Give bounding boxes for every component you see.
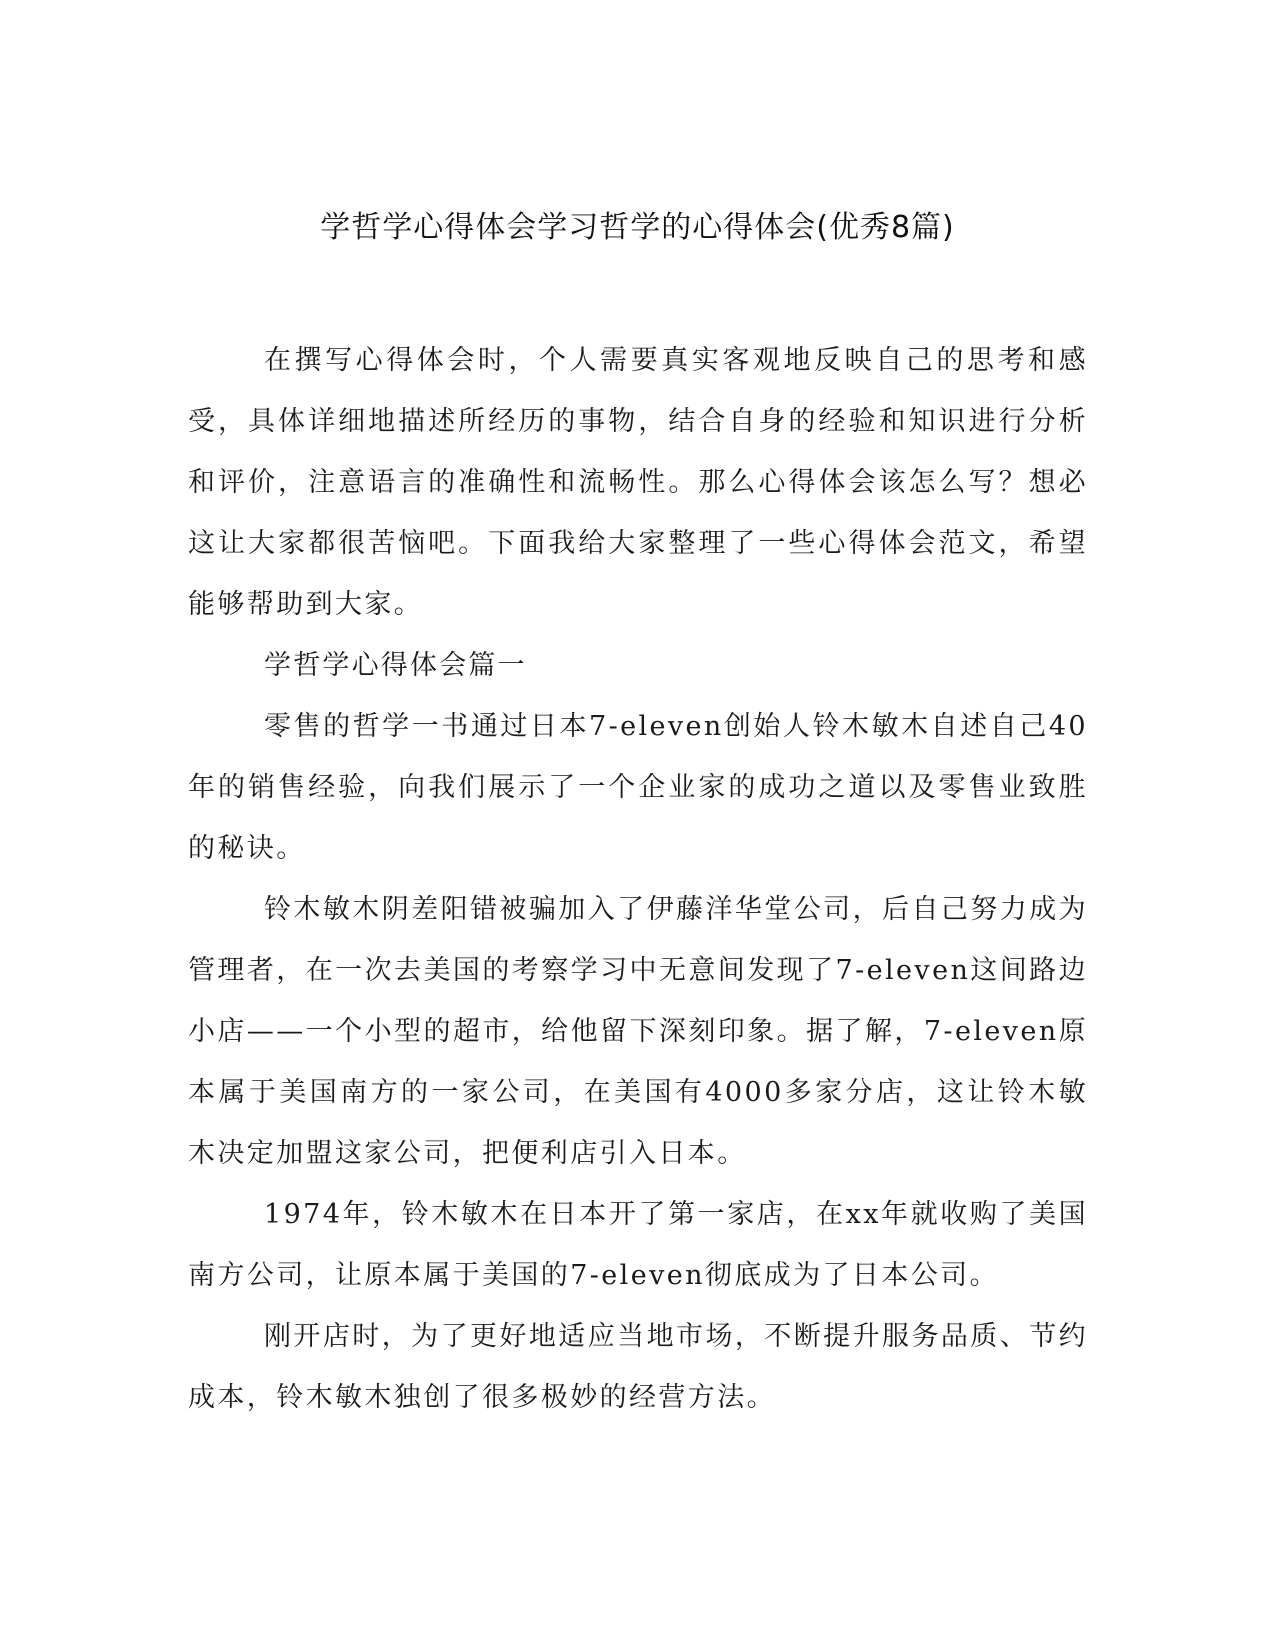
body-paragraph: 铃木敏木阴差阳错被骗加入了伊藤洋华堂公司，后自己努力成为管理者，在一次去美国的考察学习中无意间发现了7-eleven这间路边小店——一个小型的超市，给他留下深刻印象。据了解，7-eleven原本属于美国南方的一家公司，在美国有4000多家分店，这让铃木敏木决定加盟这家公司，把便利店引入日本。 <box>188 894 1088 1169</box>
body-paragraph: 刚开店时，为了更好地适应当地市场，不断提升服务品质、节约成本，铃木敏木独创了很多极妙的经营方法。 <box>188 1321 1088 1413</box>
document-title: 学哲学心得体会学习哲学的心得体会(优秀8篇) <box>320 210 955 245</box>
body-paragraph: 零售的哲学一书通过日本7-eleven创始人铃木敏木自述自己40年的销售经验，向我们展示了一个企业家的成功之道以及零售业致胜的秘诀。 <box>188 711 1088 864</box>
body-paragraph: 1974年，铃木敏木在日本开了第一家店，在xx年就收购了美国南方公司，让原本属于美国的7-eleven彻底成为了日本公司。 <box>188 1199 1088 1291</box>
document-body <box>188 330 1088 1428</box>
section-heading: 学哲学心得体会篇一 <box>264 650 527 681</box>
intro-paragraph: 在撰写心得体会时，个人需要真实客观地反映自己的思考和感受，具体详细地描述所经历的事物，结合自身的经验和知识进行分析和评价，注意语言的准确性和流畅性。那么心得体会该怎么写？想必这让大家都很苦恼吧。下面我给大家整理了一些心得体会范文，希望能够帮助到大家。 <box>188 345 1088 620</box>
